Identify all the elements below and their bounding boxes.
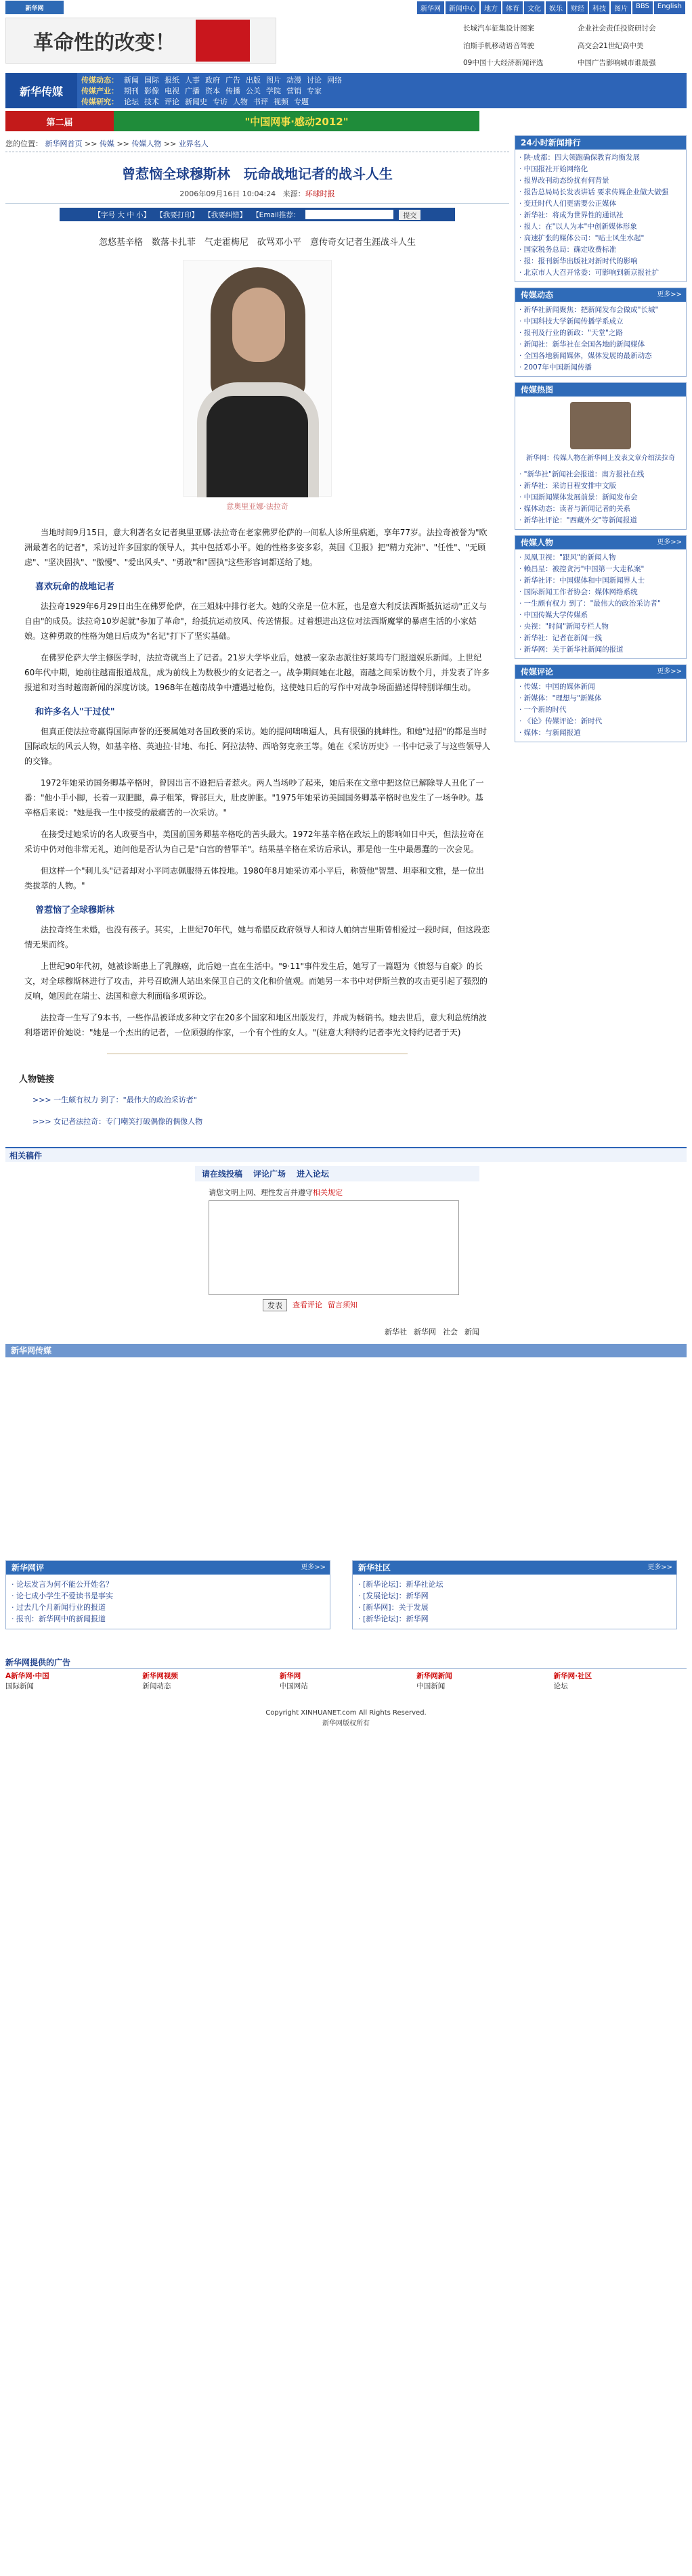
nav-link[interactable]: 资本 (205, 87, 220, 95)
list-item[interactable]: · 报刊：新华网中的新闻报道 (12, 1614, 106, 1623)
top-strip (0, 0, 692, 15)
ad-column[interactable] (280, 1671, 412, 1692)
breadcrumb-text: 您的位置： (5, 139, 45, 148)
top-nav-link[interactable]: 新华网 (417, 1, 444, 14)
tab-forum[interactable]: 进入论坛 (297, 1169, 330, 1179)
more-link[interactable]: 更多>> (657, 668, 682, 675)
nav-row (81, 85, 683, 96)
sidebar-heading: 传媒热图 (515, 383, 686, 397)
article-date: 2006年09月16日 10:04:24 (179, 189, 276, 198)
sidebar-heading: 传媒评论 更多>> (515, 665, 686, 679)
bottom-boxes (5, 1560, 687, 1629)
section-bar: 新华网传媒 (5, 1344, 687, 1357)
nav-link[interactable]: 电视 (165, 87, 179, 95)
banner-link[interactable]: 企业社会责任投资研讨会 (578, 24, 656, 32)
sidebar-link[interactable]: · 中国新闻媒体发展前景：新闻发布会 (519, 493, 638, 501)
extra-link[interactable]: 新闻 (464, 1328, 479, 1336)
banner-link[interactable]: 高交会21世纪高中美 (578, 41, 644, 50)
ad-head[interactable]: A新华网·中国 (5, 1672, 49, 1680)
banner-link[interactable]: 长城汽车征集设计图案 (463, 24, 534, 32)
comment-left-space (5, 1162, 181, 1337)
sidebar-link[interactable]: · 新华社新闻聚焦：把新闻发布会做成"长城" (519, 306, 659, 314)
sidebar-link[interactable]: · 凤凰卫视："跟风"的新闻人物 (519, 553, 616, 562)
breadcrumb-text: >> (85, 139, 100, 148)
sidebar-link[interactable]: · 央视："时间"新闻专栏人物 (519, 623, 609, 631)
site-logo[interactable]: 新华网 (5, 1, 64, 14)
ad-head[interactable]: 新华网·社区 (553, 1672, 592, 1680)
breadcrumb-text: >> (116, 139, 132, 148)
font-size-control[interactable]: 【字号 大 中 小】 (93, 210, 151, 219)
nav-row (81, 96, 683, 107)
paragraph: 但真正使法拉奇赢得国际声誉的还要属她对各国政要的采访。她的提问咄咄逼人，具有很强的挑衅性。和她"过招"的都是当时国际政坛的风云人物，如基辛格、英迪拉·甘地、布托、阿拉法特、西哈努克亲王等。她在《采访历史》一书中记录了与这些领导人的交锋。 (24, 727, 490, 766)
sidebar-link[interactable]: · 中国传媒大学传媒系 (519, 611, 588, 619)
article-toolbar (60, 208, 455, 221)
ad-middle[interactable]: "中国网事·感动2012" (114, 111, 479, 131)
sidebar-heading: 24小时新闻排行 (515, 136, 686, 150)
list-item[interactable]: · [新华网]：关于发展 (358, 1603, 429, 1612)
comment-textarea[interactable] (209, 1200, 459, 1295)
thumbnail-image[interactable] (570, 402, 631, 449)
box-heading: 新华网评 更多>> (6, 1561, 330, 1575)
sidebar-list (515, 679, 686, 742)
email-input[interactable] (305, 210, 393, 219)
sidebar-link[interactable]: · 赖昌星：被控贪污"中国第一大走私案" (519, 565, 645, 573)
email-label: 【Email推荐： (252, 210, 301, 219)
sidebar-box-dynamic (515, 288, 687, 377)
paragraph: 法拉奇终生未婚，也没有孩子。其实，上世纪70年代，她与希腊反政府领导人和诗人帕纳吉里斯曾相爱过一段时间，但这段恋情无果而终。 (24, 925, 490, 949)
report-error-button[interactable]: 【我要纠错】 (204, 210, 247, 219)
ad-head[interactable]: 新华网 (279, 1672, 301, 1680)
sidebar (515, 135, 687, 1137)
breadcrumb-link[interactable]: 传媒 (99, 139, 117, 148)
ads-columns (5, 1671, 687, 1692)
comment-tabs (195, 1166, 479, 1181)
breadcrumb-link[interactable]: 业界名人 (178, 139, 209, 148)
sidebar-link[interactable]: · 一个新的时代 (519, 706, 567, 714)
footer (0, 1708, 692, 1730)
sidebar-heading: 传媒人物 更多>> (515, 536, 686, 549)
nav-link[interactable]: 专访 (213, 97, 228, 106)
nav-link[interactable]: 专家 (307, 87, 322, 95)
view-comments-link[interactable]: 查看评论 (293, 1301, 322, 1309)
tab-comment-square[interactable]: 评论广场 (253, 1169, 286, 1179)
nav-link[interactable]: 书评 (253, 97, 268, 106)
sidebar-link[interactable]: · 北京市人大召开常委：可影响到新京报社扩 (519, 269, 659, 277)
top-nav-link[interactable]: 体育 (502, 1, 523, 14)
related-link[interactable]: >>> 女记者法拉奇：专门嘲笑打破偶像的偶像人物 (33, 1117, 203, 1126)
top-nav-link[interactable]: 科技 (589, 1, 609, 14)
article-meta (5, 188, 509, 204)
email-submit-button[interactable]: 提交 (399, 210, 420, 220)
banner-link[interactable]: 09中国十大经济新闻评选 (463, 59, 544, 68)
paragraph: 1972年她采访国务卿基辛格时，曾因出言不逊把后者惹火。两人当场吵了起来，她后来在文章中把这位已解除导人丑化了一番："他小手小脚，长着一双肥腿，鼻子粗笨，臀部巨大，肚皮肿胀。"1975年她采访美国国务卿基辛格时也发生了一场争吵。基辛格后来说："她是我一生中接受的最痛苦的一次采访。" (24, 778, 484, 817)
nav-link[interactable]: 公关 (246, 87, 261, 95)
list-item[interactable]: · [新华论坛]：新华社论坛 (358, 1580, 444, 1589)
top-nav-link[interactable]: 娱乐 (546, 1, 566, 14)
sidebar-link[interactable]: · 一生颇有权力 到了："最伟大的政治采访者" (519, 600, 661, 608)
sidebar-link[interactable]: · 报刊及行业的新政："天堂"之路 (519, 329, 623, 337)
nav-link[interactable]: 报纸 (165, 76, 179, 85)
nav-link[interactable]: 影像 (144, 87, 159, 95)
photo-face (232, 288, 285, 362)
nav-link[interactable]: 国际 (144, 76, 159, 85)
main-nav (5, 73, 687, 108)
ad-text: 中国网站 (279, 1682, 308, 1690)
ad-text: 国际新闻 (5, 1682, 34, 1690)
box-heading: 新华社区 更多>> (353, 1561, 676, 1575)
sidebar-list (515, 302, 686, 376)
thumbnail-caption[interactable]: 新华网：传媒人物在新华网上发表文章介绍法拉奇 (526, 455, 675, 462)
sidebar-link[interactable]: · 陕·成都：四大领跑确保教育均衡发展 (519, 154, 641, 162)
top-nav-link[interactable]: 新闻中心 (446, 1, 479, 14)
nav-row-label: 传媒产业： (81, 87, 118, 95)
bottom-box-left (5, 1560, 330, 1629)
photo-jacket (207, 396, 308, 497)
nav-link[interactable]: 图片 (266, 76, 281, 85)
sidebar-box-photo (515, 382, 687, 530)
ad-head[interactable]: 新华网新闻 (416, 1672, 452, 1680)
paragraph: 在佛罗伦萨大学主修医学时，法拉奇就当上了记者。21岁大学毕业后，她被一家杂志派往好莱坞专门报道娱乐新闻。上世纪60年代中期，她前往越南报道战乱，成为前线上为数极少的女记者之一。战争期间她在北越，南越之间采访数个月，并发表了许多报道和对当时越南新闻的深度访谈。1968年在越南战争中遭遇过枪伤，这使她日后的写作中对战争场面描述得特别详细生动。 (24, 653, 490, 692)
copyright: Copyright XINHUANET.com All Rights Reserved. (265, 1709, 427, 1717)
top-nav-link[interactable]: 财经 (567, 1, 588, 14)
sidebar-link[interactable]: · 新华社评：中国媒体和中国新闻界人士 (519, 577, 645, 585)
main-content (5, 135, 509, 1137)
breadcrumb-link[interactable]: 新华网首页 (45, 139, 85, 148)
related-heading: 人物链接 (19, 1075, 55, 1085)
banner-links (463, 18, 687, 73)
related-links (5, 1094, 509, 1127)
nav-link[interactable]: 政府 (205, 76, 220, 85)
tab-submit[interactable]: 请在线投稿 (202, 1169, 243, 1179)
ad-column[interactable] (416, 1671, 549, 1692)
article-source[interactable]: 环球时报 (305, 189, 335, 198)
nav-link[interactable]: 动漫 (286, 76, 301, 85)
list-item[interactable]: · 论七成小学生不爱读书是事实 (12, 1591, 113, 1600)
top-nav-link[interactable]: English (654, 1, 685, 14)
sidebar-link[interactable]: · 报：报刊新华出版社对新时代的影响 (519, 257, 638, 265)
box-list (353, 1575, 676, 1629)
breadcrumb-link[interactable]: 传媒人物 (131, 139, 164, 148)
sidebar-link[interactable]: · 《论》传媒评论：新时代 (519, 717, 603, 725)
article-title: 曾惹恼全球穆斯林 玩命战地记者的战斗人生 (122, 166, 393, 182)
comment-note: 请您文明上网、理性发言并遵守相关规定 (209, 1188, 343, 1197)
ad-head[interactable]: 新华网视频 (142, 1672, 178, 1680)
banner-link[interactable]: 泊斯手机移动语音驾驶 (463, 41, 534, 50)
sidebar-link[interactable]: · 新华网：关于新华社新闻的报道 (519, 646, 624, 654)
nav-link[interactable]: 论坛 (124, 97, 139, 106)
top-nav-link[interactable]: 地方 (481, 1, 501, 14)
nav-link[interactable]: 评论 (165, 97, 179, 106)
list-item[interactable]: · [新华论坛]：新华网 (358, 1614, 429, 1623)
article-subtitle: 忽悠基辛格 数落卡扎菲 气走霍梅尼 砍骂邓小平 意传奇女记者生涯战斗人生 (98, 238, 416, 248)
paragraph: 但这样一个"刺儿头"记者却对小平同志佩服得五体投地。1980年8月她采访邓小平后，称赞他"智慧、坦率和文雅，是一位出类拔萃的人物。" (24, 866, 484, 890)
nav-link[interactable]: 讨论 (307, 76, 322, 85)
nav-link[interactable]: 广播 (185, 87, 200, 95)
nav-link[interactable]: 新闻史 (185, 97, 207, 106)
channel-logo[interactable]: 新华传媒 (5, 73, 77, 108)
sidebar-box-review (515, 664, 687, 742)
related-articles-heading: 相关稿件 (5, 1147, 687, 1162)
more-link[interactable]: 更多>> (647, 1564, 672, 1571)
box-list (6, 1575, 330, 1629)
extra-link[interactable]: 社会 (443, 1328, 458, 1336)
comment-form (181, 1162, 687, 1337)
nav-link[interactable]: 人物 (233, 97, 248, 106)
more-link[interactable]: 更多>> (301, 1564, 326, 1571)
ad-left[interactable]: 第二届 (5, 111, 114, 131)
paragraph: 当地时间9月15日，意大利著名女记者奥里亚娜·法拉奇在老家佛罗伦萨的一间私人诊所里病逝，享年77岁。法拉奇被誉为"欧洲最著名的记者"，采访过许多国家的领导人，其中包括邓小平。她的性格多姿多彩，英国《卫报》把"精力充沛"、"任性"、"无顾虑"、"坚决固执"、"傲慢"、"爱出风头"、"勇敢"和"固执"这些形容词都送给了她。 (24, 528, 488, 567)
nav-link[interactable]: 技术 (144, 97, 159, 106)
nav-link[interactable]: 视频 (274, 97, 288, 106)
paragraph: 法拉奇1929年6月29日出生在佛罗伦萨，在三姐妹中排行老大。她的父亲是一位木匠，也是意大利反法西斯抵抗运动"正义与自由"的成员。法拉奇10岁起就"参加了革命"，给抵抗运动放风、传送情报。过着想进出这位对法西斯魔掌的暴虐生活的小家姑娘。这种勇敢的性格为她日后成为"名记"打下了坚实基础。 (24, 602, 487, 641)
banner-ad[interactable] (5, 18, 276, 64)
nav-link[interactable]: 广告 (225, 76, 240, 85)
sidebar-link[interactable]: · 国家税务总局：确定收费标准 (519, 246, 617, 254)
sidebar-link[interactable]: · 国际新闻工作者协会：媒体网络系统 (519, 588, 638, 596)
related-link[interactable]: >>> 一生颇有权力 到了："最伟大的政治采访者" (33, 1095, 197, 1104)
article-photo (183, 260, 332, 497)
ad-text: 中国新闻 (416, 1682, 446, 1690)
copyright-cn: 新华网版权所有 (322, 1720, 370, 1727)
ad-column[interactable] (142, 1671, 275, 1692)
ad-text: 新闻动态 (142, 1682, 171, 1690)
comment-rules-link[interactable]: 留言须知 (328, 1301, 358, 1309)
top-nav-link[interactable]: BBS (632, 1, 653, 14)
nav-link[interactable]: 学院 (266, 87, 281, 95)
section-heading: 和许多名人"干过仗" (35, 707, 115, 717)
section-heading: 曾惹恼了全球穆斯林 (35, 905, 115, 916)
banner-row (0, 15, 692, 73)
sidebar-link[interactable]: · 全国各地新闻媒体，媒体发展的最新动态 (519, 352, 652, 360)
article-body (5, 525, 509, 1040)
ad-row (5, 111, 687, 131)
ad-column[interactable] (5, 1671, 138, 1692)
nav-row-label: 传媒动态： (81, 76, 118, 85)
sidebar-link[interactable]: · 中国科技大学新闻传播学系成立 (519, 317, 624, 325)
nav-rows (77, 73, 687, 108)
top-nav (417, 1, 685, 14)
sidebar-link[interactable]: · 新闻社：新华社在全国各地的新闻媒体 (519, 340, 645, 348)
paragraph: 在接受过她采访的名人政要当中，美国前国务卿基辛格吃的苦头最大。1972年基辛格在政坛上的影响如日中天，但法拉奇在采访中仍对他非常无礼，追问他是否认为自己是"白宫的替罪羊"。结果基辛格在采访后承认，那是他一生中最愚蠢的一次会见。 (24, 830, 484, 854)
extra-link[interactable]: 新华网 (414, 1328, 436, 1336)
sidebar-link[interactable]: · 2007年中国新闻传播 (519, 363, 592, 371)
banner-flag-image (196, 20, 250, 62)
photo-caption: 意奥里亚娜·法拉奇 (226, 502, 288, 511)
sidebar-link[interactable]: · "新华社"新闻社会报道：南方报社在线 (519, 470, 645, 478)
sidebar-link[interactable]: · 新华社：记者在新闻一线 (519, 634, 603, 642)
nav-link[interactable]: 人事 (185, 76, 200, 85)
sidebar-link[interactable]: · 变迁时代人们更需要公正媒体 (519, 200, 617, 208)
sidebar-link[interactable]: · 新华社：将成为世界性的通讯社 (519, 211, 624, 219)
list-item[interactable]: · [发展论坛]：新华网 (358, 1591, 429, 1600)
top-nav-link[interactable]: 图片 (611, 1, 631, 14)
sidebar-link[interactable]: · 传媒：中国的媒体新闻 (519, 683, 595, 691)
more-link[interactable]: 更多>> (657, 291, 682, 298)
submit-comment-button[interactable]: 发表 (263, 1299, 287, 1311)
sidebar-link[interactable]: · 报界改刊动态纷扰有何背景 (519, 177, 609, 185)
breadcrumb-text: >> (163, 139, 179, 148)
sidebar-link[interactable]: · 媒体动态：读者与新闻记者的关系 (519, 505, 631, 513)
sidebar-box-news (515, 135, 687, 282)
banner-title: 革命性的改变！ (33, 31, 175, 55)
nav-row-label: 传媒研究： (81, 97, 118, 106)
nav-link[interactable]: 专题 (294, 97, 309, 106)
sidebar-list (515, 549, 686, 658)
comment-extra-links (385, 1326, 687, 1337)
ad-text: 论坛 (553, 1682, 568, 1690)
rules-link[interactable]: 相关规定 (313, 1188, 343, 1197)
sidebar-link[interactable]: · 新媒体："理想与"新媒体 (519, 694, 602, 702)
nav-link[interactable]: 营销 (286, 87, 301, 95)
source-label: 来源： (282, 189, 305, 198)
ad-column[interactable] (554, 1671, 687, 1692)
paragraph: 上世纪90年代初，她被诊断患上了乳腺癌，此后她一直在生活中。"9·11"事件发生后，她写了一篇题为《愤怒与自豪》的长文，对全球穆斯林进行了攻击，并号召欧洲人站出来保卫自己的文化和价值观。而她另一本书中对伊斯兰教的攻击更引起了强烈的反响，她因此在瑞士、法国和意大利面临多项诉讼。 (24, 962, 488, 1001)
sidebar-list (515, 466, 686, 529)
top-nav-link[interactable]: 文化 (524, 1, 544, 14)
extra-link[interactable]: 新华社 (385, 1328, 407, 1336)
sidebar-heading: 传媒动态 更多>> (515, 288, 686, 302)
comment-buttons (263, 1299, 687, 1311)
paragraph: 法拉奇一生写了9本书，一些作品被译成多种文字在20多个国家和地区出版发行，并成为畅销书。她去世后，意大利总统纳波利塔诺评价她说："她是一个杰出的记者，一位顽强的作家，一个有个性的女人。"(驻意大利特约记者李光文特约记者于天) (24, 1013, 487, 1037)
sidebar-link[interactable]: · 媒体：与新闻报道 (519, 729, 581, 737)
nav-link[interactable]: 传播 (225, 87, 240, 95)
sidebar-link[interactable]: · 新华社：采访日程安排中文版 (519, 482, 617, 490)
breadcrumb (5, 135, 509, 152)
ads-title: 新华网提供的广告 (5, 1656, 687, 1669)
section-heading: 喜欢玩命的战地记者 (35, 582, 115, 592)
sidebar-link[interactable]: · 高速扩张的媒体公司："贴士风生水起" (519, 234, 645, 242)
nav-link[interactable]: 期刊 (124, 87, 139, 95)
nav-link[interactable]: 网络 (327, 76, 342, 85)
more-link[interactable]: 更多>> (657, 539, 682, 546)
nav-link[interactable]: 出版 (246, 76, 261, 85)
sidebar-link[interactable]: · 新华社评论："西藏外交"等新闻报道 (519, 516, 637, 524)
list-item[interactable]: · 过去几个月新闻行业的报道 (12, 1603, 106, 1612)
sidebar-list (515, 150, 686, 281)
banner-link[interactable]: 中国广告影响城市谁最强 (578, 59, 656, 68)
sidebar-link[interactable]: · 报告总局局长发表讲话 要求传媒企业做大做强 (519, 188, 669, 196)
list-item[interactable]: · 论坛发言为何不能公开姓名？ (12, 1580, 113, 1589)
sidebar-box-people (515, 535, 687, 659)
sidebar-link[interactable]: · 中国报社开始网络化 (519, 165, 588, 173)
nav-row (81, 74, 683, 85)
sidebar-link[interactable]: · 报人：在"以人为本"中创新媒体形象 (519, 223, 637, 231)
print-button[interactable]: 【我要打印】 (156, 210, 199, 219)
comment-area (5, 1162, 687, 1337)
nav-link[interactable]: 新闻 (124, 76, 139, 85)
bottom-box-right (352, 1560, 677, 1629)
